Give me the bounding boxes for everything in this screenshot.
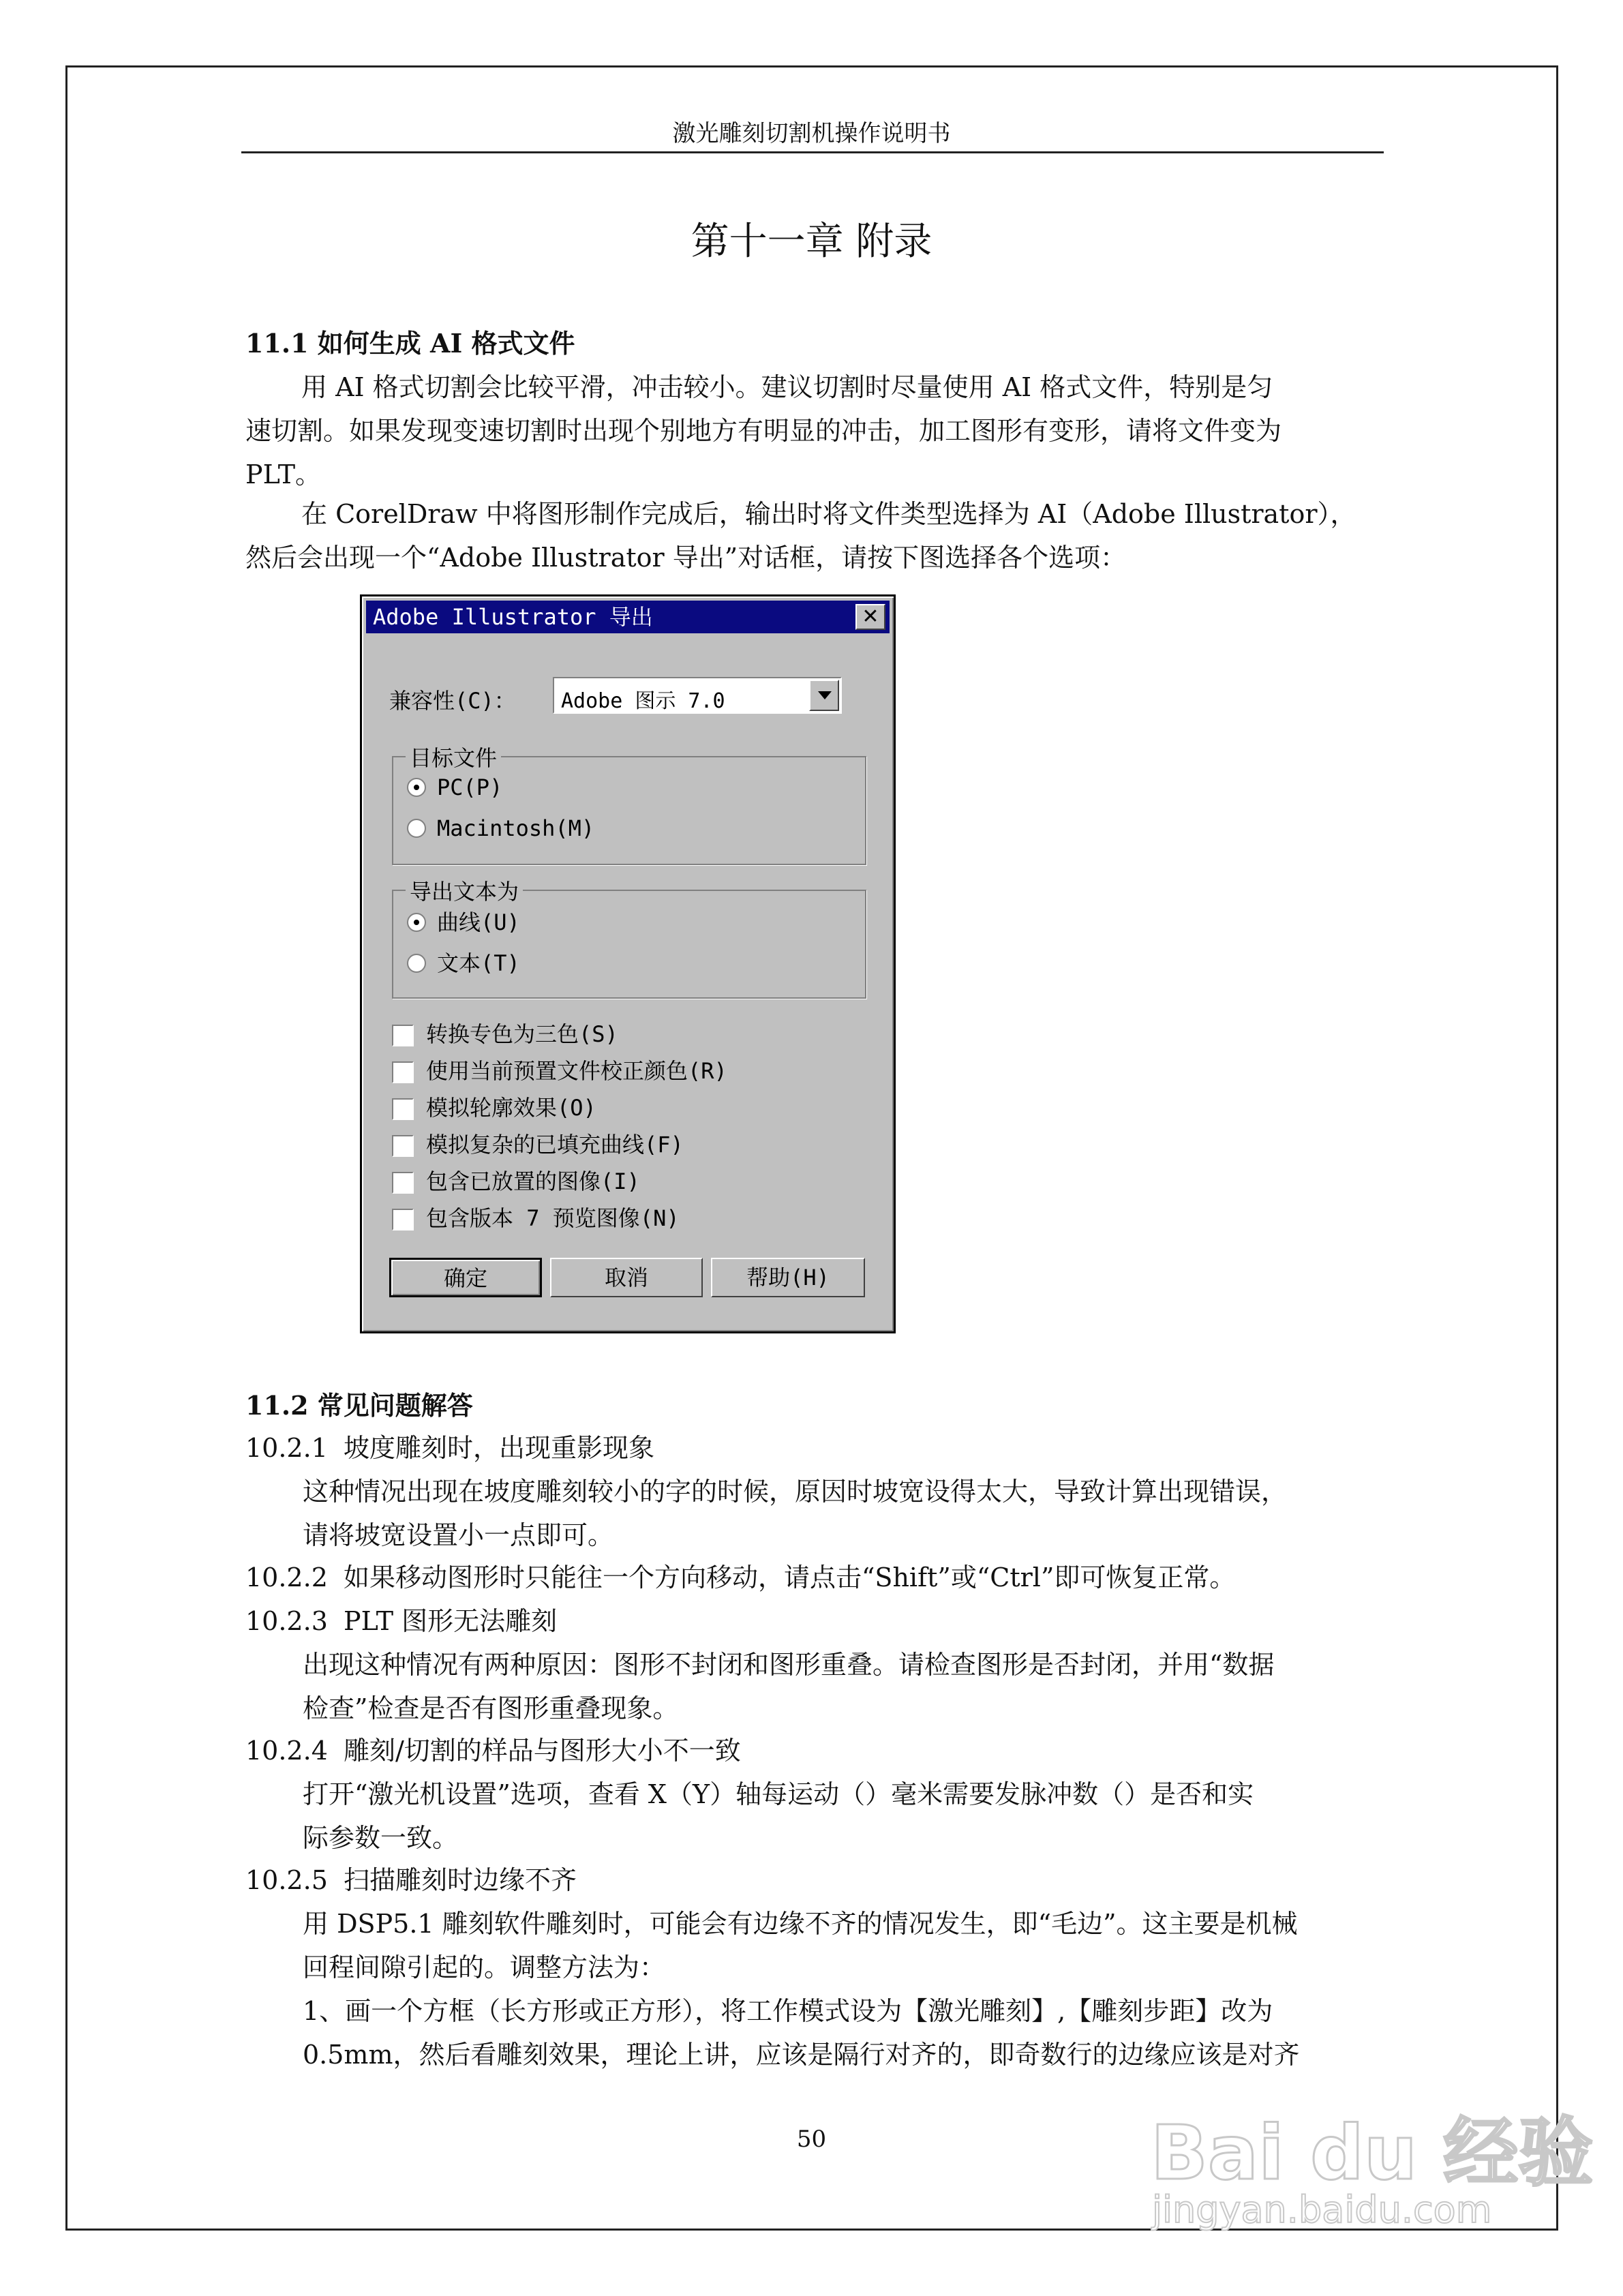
ai-export-dialog (360, 594, 896, 1333)
qa-body-10-2-1 (303, 1470, 1384, 1557)
checkbox-label: 包含版本 7 预览图像(N) (426, 1205, 680, 1231)
header-title: 激光雕刻切割机操作说明书 (672, 120, 951, 147)
qa-number: 10.2.2 (245, 1562, 328, 1592)
baidu-watermark-logo: Bai du 经验 (1151, 2109, 1594, 2196)
checkbox-label: 包含已放置的图像(I) (426, 1168, 640, 1194)
radio-label: 曲线(U) (437, 909, 520, 935)
qa-line: 回程间隙引起的。调整方法为： (303, 1952, 666, 1982)
baidu-watermark-url: jingyan.baidu.com (1152, 2188, 1492, 2231)
qa-item-10-2-4 (245, 1729, 741, 1772)
dialog-title: Adobe Illustrator 导出 (373, 604, 653, 630)
ok-button[interactable]: 确定 (389, 1258, 542, 1297)
qa-item-10-2-3 (245, 1599, 557, 1643)
radio-label: 文本(T) (437, 950, 520, 976)
qa-line: 请将坡宽设置小一点即可。 (303, 1520, 614, 1550)
close-icon[interactable]: ✕ (855, 604, 885, 630)
para2-line-1: 在 CorelDraw 中将图形制作完成后，输出时将文件类型选择为 AI（Adobe Illustrator）， (301, 499, 1356, 529)
cancel-button[interactable]: 取消 (550, 1258, 703, 1297)
section-heading-11-2: 11.2 常见问题解答 (245, 1390, 473, 1421)
qa-item-10-2-1 (245, 1426, 654, 1470)
qa-line: 际参数一致。 (303, 1823, 459, 1853)
qa-item-10-2-5 (245, 1858, 577, 1902)
checkbox-label: 转换专色为三色(S) (426, 1021, 618, 1047)
compatibility-value: Adobe 图示 7.0 (561, 689, 725, 713)
qa-body-10-2-5 (303, 1902, 1384, 2076)
radio-label: Macintosh(M) (437, 815, 595, 841)
qa-item-10-2-2 (245, 1556, 1235, 1599)
compatibility-select[interactable] (553, 677, 842, 714)
chevron-down-icon[interactable] (809, 680, 839, 711)
target-file-group (392, 745, 866, 865)
dialog-titlebar (366, 601, 890, 633)
section1-paragraph-1 (245, 365, 1384, 496)
checkbox-icon[interactable] (392, 1025, 414, 1046)
para1-line-2: 速切割。如果发现变速切割时出现个别地方有明显的冲击，加工图形有变形，请将文件变为 (245, 416, 1282, 446)
section1-paragraph-2 (245, 492, 1384, 579)
export-text-group (392, 879, 866, 999)
radio-button-icon[interactable] (407, 819, 426, 838)
checkbox-icon[interactable] (392, 1135, 414, 1157)
qa-line: 这种情况出现在坡度雕刻较小的字的时候，原因时坡宽设得太大，导致计算出现错误， (303, 1477, 1288, 1507)
qa-body-10-2-4 (303, 1772, 1384, 1860)
qa-title: 雕刻/切割的样品与图形大小不一致 (344, 1736, 741, 1766)
checkbox-label: 模拟轮廓效果(O) (426, 1095, 596, 1121)
qa-line: 0.5mm，然后看雕刻效果，理论上讲，应该是隔行对齐的，即奇数行的边缘应该是对齐 (303, 2040, 1300, 2070)
section-heading-11-1: 11.1 如何生成 AI 格式文件 (245, 328, 575, 359)
help-button[interactable]: 帮助(H) (711, 1258, 865, 1297)
checkbox-icon[interactable] (392, 1061, 414, 1083)
radio-button-icon[interactable] (407, 954, 426, 973)
para1-line-3: PLT。 (245, 459, 322, 489)
qa-title: PLT 图形无法雕刻 (344, 1606, 558, 1636)
para2-line-2: 然后会出现一个“Adobe Illustrator 导出”对话框，请按下图选择各个选项： (245, 543, 1127, 573)
radio-label: PC(P) (437, 774, 503, 800)
qa-line: 打开“激光机设置”选项，查看 X（Y）轴每运动（）毫米需要发脉冲数（）是否和实 (303, 1779, 1254, 1809)
qa-title: 扫描雕刻时边缘不齐 (344, 1865, 577, 1895)
qa-number: 10.2.4 (245, 1736, 328, 1766)
qa-number: 10.2.1 (245, 1433, 328, 1463)
radio-button-icon[interactable] (407, 913, 426, 932)
qa-number: 10.2.3 (245, 1606, 328, 1636)
header-rule (241, 151, 1384, 153)
qa-title: 如果移动图形时只能往一个方向移动，请点击“Shift”或“Ctrl”即可恢复正常。 (344, 1562, 1236, 1592)
checkbox-icon[interactable] (392, 1098, 414, 1120)
qa-number: 10.2.5 (245, 1865, 328, 1895)
compatibility-label: 兼容性(C)： (389, 688, 516, 714)
checkbox-label: 使用当前预置文件校正颜色(R) (426, 1058, 727, 1084)
qa-line: 1、画一个方框（长方形或正方形），将工作模式设为【激光雕刻】,【雕刻步距】改为 (303, 1996, 1273, 2026)
checkbox-icon[interactable] (392, 1172, 414, 1194)
radio-button-icon[interactable] (407, 778, 426, 797)
checkbox-label: 模拟复杂的已填充曲线(F) (426, 1132, 684, 1158)
chapter-title: 第十一章 附录 (691, 220, 932, 264)
checkbox-icon[interactable] (392, 1209, 414, 1230)
qa-title: 坡度雕刻时，出现重影现象 (344, 1433, 655, 1463)
para1-line-1: 用 AI 格式切割会比较平滑，冲击较小。建议切割时尽量使用 AI 格式文件，特别是匀 (301, 372, 1273, 402)
qa-line: 检查”检查是否有图形重叠现象。 (303, 1693, 679, 1723)
qa-body-10-2-3 (303, 1643, 1384, 1730)
export-text-legend: 导出文本为 (406, 875, 523, 906)
qa-line: 出现这种情况有两种原因：图形不封闭和图形重叠。请检查图形是否封闭，并用“数据 (303, 1650, 1275, 1680)
target-file-legend: 目标文件 (406, 741, 501, 772)
qa-line: 用 DSP5.1 雕刻软件雕刻时，可能会有边缘不齐的情况发生，即“毛边”。这主要是机械 (303, 1909, 1298, 1939)
page-number: 50 (796, 2126, 827, 2153)
